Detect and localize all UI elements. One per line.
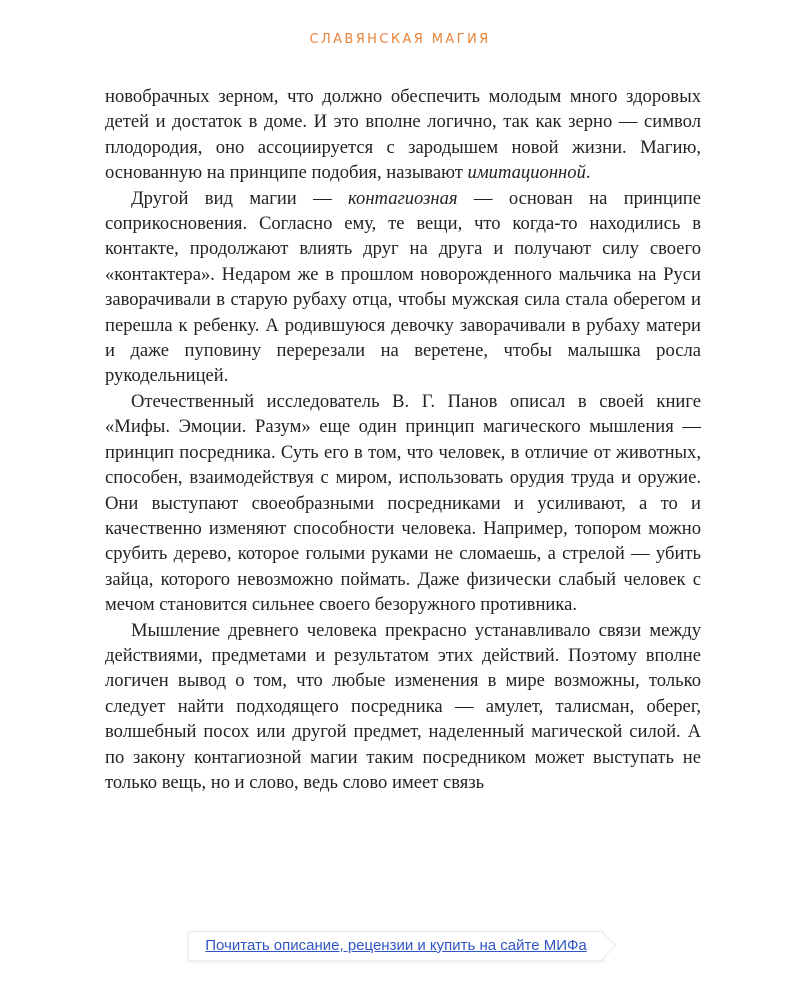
purchase-link-bar [188,931,604,961]
paragraph-1-tail: . [585,162,591,184]
paragraph-1 [105,84,701,186]
paragraph-4: Мышление древнего человека прекрасно устанавливало связи между действиями, предметами и результатом этих действий. Поэтому вполне логичен вывод о том, что любые изменения в мире возможны, только следует найти подходящего посредника — амулет, талисман, оберег, волшебный посох или другой предмет, наделенный магической силой. А по закону контагиозной магии таким посредником может выступать не только вещь, но и слово, ведь слово имеет связь [105,619,701,793]
paragraph-2-lead: Другой вид магии — [131,187,349,209]
page-text [105,84,701,795]
paragraph-1-text: новобрачных зерном, что должно обеспечить молодым много здоровых детей и достаток в доме. И это вполне логично, так как зерно — символ плодородия, оно ассоциируется с зародышем новой жизни. Магию, основанную на принципе подобия, называют [105,86,701,184]
paragraph-3: Отечественный исследователь В. Г. Панов описал в своей книге «Мифы. Эмоции. Разум» еще один принцип магического мышления — принцип посредника. Суть его в том, что человек, в отличие от животных, способен, взаимодействуя с миром, использовать орудия труда и оружие. Они выступают своеобразными посредниками и усиливают, а то и качественно изменяют способности человека. Например, топором можно срубить дерево, которое голыми руками не сломаешь, а стрелой — убить зайца, которого невозможно поймать. Даже физически слабый человек с мечом становится сильнее своего безоружного противника. [105,390,701,616]
purchase-link[interactable]: Почитать описание, рецензии и купить на сайте МИФа [205,937,587,954]
paragraph-2-text: — основан на принципе соприкосновения. Согласно ему, те вещи, что когда-то находились в контакте, продолжают влиять друг на друга и получают силу своего «контактера». Недаром же в прошлом новорожденного мальчика на Руси заворачивали в старую рубаху отца, чтобы мужская сила стала оберегом и перешла к ребенку. А родившуюся девочку заворачивали в рубаху матери и даже пуповину перерезали на веретене, чтобы малышка росла рукодельницей. [105,187,701,387]
paragraph-2-emphasis: контагиозная [348,187,458,209]
paragraph-2 [105,186,701,389]
running-title: СЛАВЯНСКАЯ МАГИЯ [309,32,491,47]
paragraph-1-emphasis: имитационной [467,162,586,184]
